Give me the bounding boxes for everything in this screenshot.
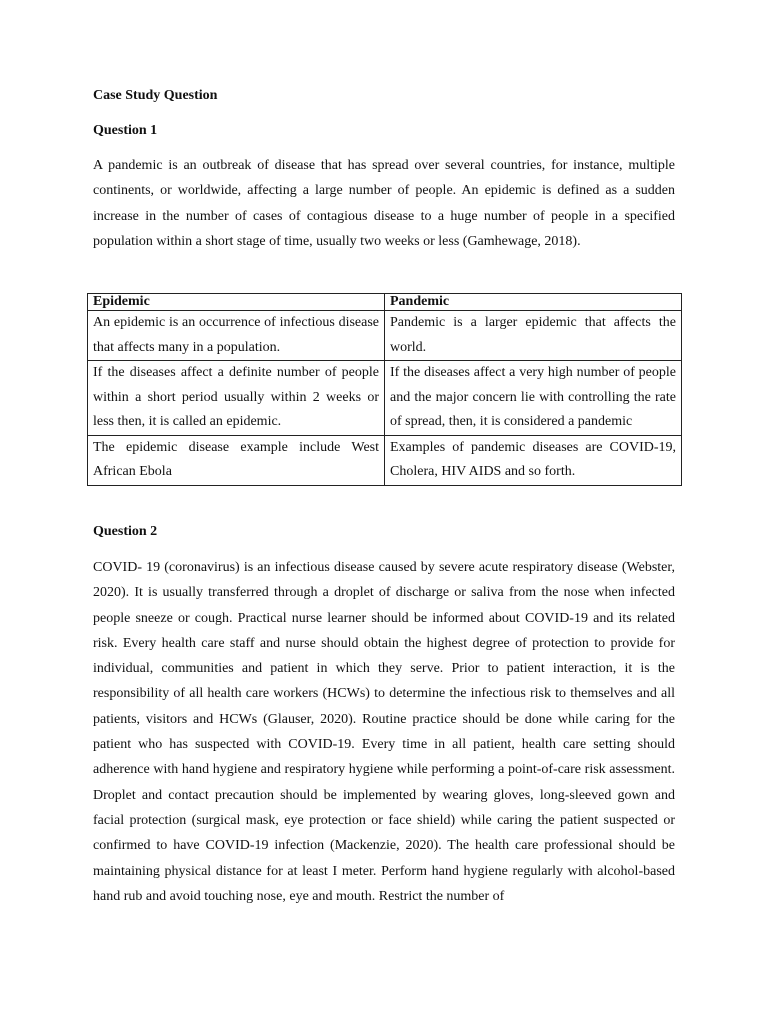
document-title: Case Study Question	[93, 88, 218, 103]
table-cell-epidemic: The epidemic disease example include West African Ebola	[88, 435, 385, 485]
table-row	[88, 361, 682, 436]
question-1-paragraph: A pandemic is an outbreak of disease that has spread over several countries, for instance, multiple continents, or worldwide, affecting a large number of people. An epidemic is defined as a sudden increase in the number of cases of contagious disease to a huge number of people in a specified population within a short stage of time, usually two weeks or less (Gamhewage, 2018).	[93, 158, 675, 249]
table-row	[88, 435, 682, 485]
table-row	[88, 311, 682, 361]
question-2-heading: Question 2	[93, 524, 158, 539]
table-cell-epidemic: An epidemic is an occurrence of infectious disease that affects many in a population.	[88, 311, 385, 361]
table-header-row	[88, 294, 682, 311]
table-header-pandemic: Pandemic	[385, 294, 682, 311]
table-cell-pandemic: If the diseases affect a very high number of people and the major concern lie with controlling the rate of spread, then, it is considered a pandemic	[385, 361, 682, 436]
table-cell-pandemic: Pandemic is a larger epidemic that affects the world.	[385, 311, 682, 361]
epidemic-pandemic-table	[87, 293, 682, 486]
question-1-heading: Question 1	[93, 123, 158, 138]
table-cell-epidemic: If the diseases affect a definite number of people within a short period usually within 2 weeks or less then, it is called an epidemic.	[88, 361, 385, 436]
question-2-paragraph: COVID- 19 (coronavirus) is an infectious disease caused by severe acute respiratory disease (Webster, 2020). It is usually transferred through a droplet of discharge or saliva from the nose when infected people sneeze or cough. Practical nurse learner should be informed about COVID-19 and its related risk. Every health care staff and nurse should obtain the highest degree of protection to provide for individual, communities and patient in which they serve. Prior to patient interaction, it is the responsibility of all health care workers (HCWs) to determine the infectious risk to themselves and all patients, visitors and HCWs (Glauser, 2020). Routine practice should be done while caring for the patient who has suspected with COVID-19. Every time in all patient, health care setting should adherence with hand hygiene and respiratory hygiene while performing a point-of-care risk assessment. Droplet and contact precaution should be implemented by wearing gloves, long-sleeved gown and facial protection (surgical mask, eye protection or face shield) while caring the patient suspected or confirmed to have COVID-19 infection (Mackenzie, 2020). The health care professional should be maintaining physical distance for at least I meter. Perform hand hygiene regularly with alcohol-based hand rub and avoid touching nose, eye and mouth. Restrict the number of	[93, 560, 675, 904]
table-cell-pandemic: Examples of pandemic diseases are COVID-19, Cholera, HIV AIDS and so forth.	[385, 435, 682, 485]
table-header-epidemic: Epidemic	[88, 294, 385, 311]
